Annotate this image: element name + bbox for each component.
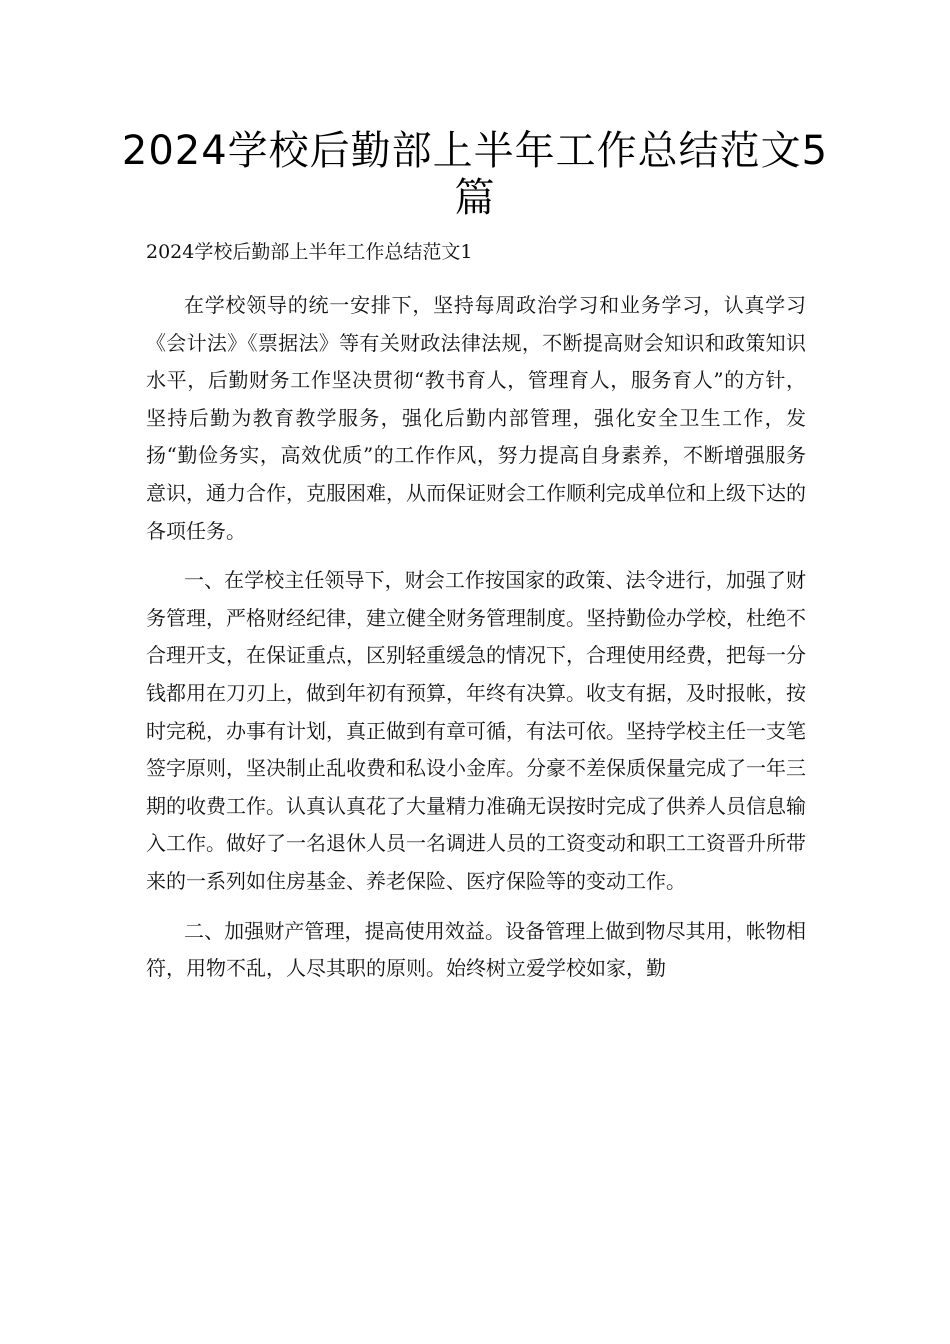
document-title: 2024学校后勤部上半年工作总结范文5篇	[121, 128, 829, 221]
paragraph-intro: 在学校领导的统一安排下，坚持每周政治学习和业务学习，认真学习《会计法》《票据法》等有关财政法律法规，不断提高财会知识和政策知识水平，后勤财务工作坚决贯彻“教书育人，管理育人，服务育人”的方针，坚持后勤为教育教学服务，强化后勤内部管理，强化安全卫生工作，发扬“勤俭务实，高效优质”的工作作风，努力提高自身素养，不断增强服务意识，通力合作，克服困难，从而保证财会工作顺利完成单位和上级下达的各项任务。	[146, 293, 806, 543]
document-body	[146, 287, 806, 988]
paragraph-section-two: 二、加强财产管理，提高使用效益。设备管理上做到物尽其用，帐物相符，用物不乱，人尽其职的原则。始终树立爱学校如家，勤	[146, 918, 806, 981]
section-heading: 2024学校后勤部上半年工作总结范文1	[146, 241, 473, 263]
paragraph-section-one: 一、在学校主任领导下，财会工作按国家的政策、法令进行，加强了财务管理，严格财经纪律，建立健全财务管理制度。坚持勤俭办学校，杜绝不合理开支，在保证重点，区别轻重缓急的情况下，合理使用经费，把每一分钱都用在刀刃上，做到年初有预算，年终有决算。收支有据，及时报帐，按时完税，办事有计划，真正做到有章可循，有法可依。坚持学校主任一支笔签字原则，坚决制止乱收费和私设小金库。分豪不差保质保量完成了一年三期的收费工作。认真认真花了大量精力准确无误按时完成了供养人员信息输入工作。做好了一名退休人员一名调进人员的工资变动和职工工资晋升所带来的一系列如住房基金、养老保险、医疗保险等的变动工作。	[146, 568, 806, 893]
